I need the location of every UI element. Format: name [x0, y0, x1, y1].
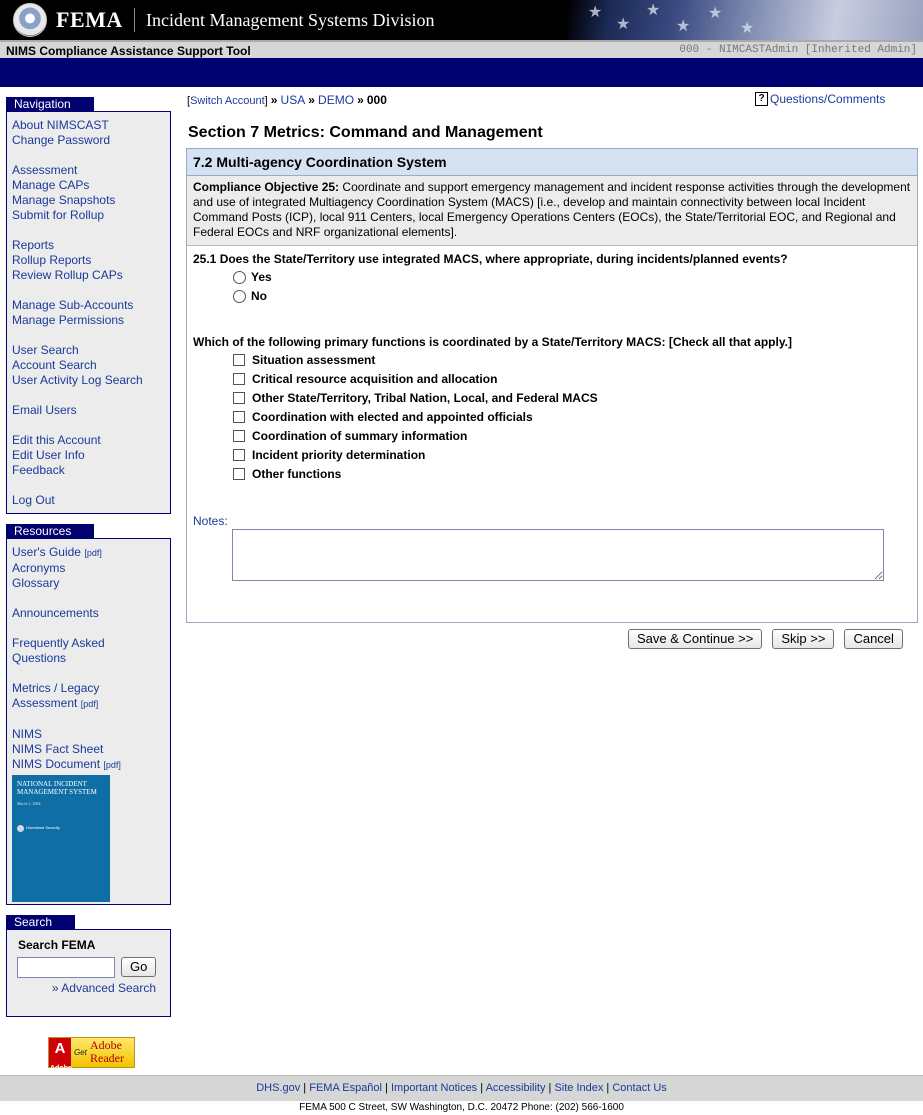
get-adobe-reader-badge[interactable] [48, 1037, 135, 1072]
faq-link[interactable]: Frequently Asked Questions [12, 636, 105, 665]
nav-link-manage-caps[interactable]: Manage CAPs [12, 178, 90, 192]
radio-no-option[interactable]: No [233, 289, 267, 303]
checkbox-other-macs[interactable]: Other State/Territory, Tribal Nation, Local, and Federal MACS [233, 391, 598, 405]
nav-link-email-users[interactable]: Email Users [12, 403, 77, 417]
nav-link-submit-for-rollup[interactable]: Submit for Rollup [12, 208, 105, 222]
subsection-title: 7.2 Multi-agency Coordination System [187, 149, 917, 176]
checkbox-other-functions[interactable]: Other functions [233, 467, 341, 481]
footer-link-accessibility[interactable]: Accessibility [485, 1082, 546, 1094]
footer-links: DHS.gov | FEMA Español | Important Notices | Accessibility | Site Index | Contact Us [0, 1075, 923, 1101]
breadcrumb-current: 000 [366, 93, 387, 107]
navigation-tab: Navigation [6, 97, 94, 111]
tool-name: NIMS Compliance Assistance Support Tool [6, 44, 251, 58]
cancel-button[interactable]: Cancel [844, 629, 902, 649]
question-primary-functions: Which of the following primary functions is coordinated by a State/Territory MACS: [Check all that apply.] [193, 335, 792, 349]
dhs-seal-icon [17, 825, 24, 832]
nav-link-edit-user-info[interactable]: Edit User Info [12, 448, 85, 462]
nav-link-rollup-reports[interactable]: Rollup Reports [12, 253, 92, 267]
footer-link-contact-us[interactable]: Contact Us [612, 1082, 667, 1094]
nav-link-account-search[interactable]: Account Search [12, 358, 97, 372]
nav-link-assessment[interactable]: Assessment [12, 163, 78, 177]
nav-link-user-search[interactable]: User Search [12, 343, 79, 357]
nav-link-edit-this-account[interactable]: Edit this Account [12, 433, 101, 447]
nims-document-link[interactable]: NIMS Document [pdf] [12, 757, 121, 771]
checkbox-summary-information[interactable]: Coordination of summary information [233, 429, 467, 443]
checkbox-elected-officials[interactable]: Coordination with elected and appointed officials [233, 410, 533, 424]
radio-yes-option[interactable]: Yes [233, 270, 272, 284]
footer-link-site-index[interactable]: Site Index [554, 1082, 604, 1094]
division-title: Incident Management Systems Division [146, 10, 435, 30]
nav-link-manage-sub-accounts[interactable]: Manage Sub-Accounts [12, 298, 134, 312]
search-input[interactable] [17, 957, 115, 978]
checkbox-situation-assessment[interactable]: Situation assessment [233, 353, 375, 367]
notes-textarea[interactable] [232, 529, 884, 581]
glossary-link[interactable]: Glossary [12, 576, 60, 590]
footer-link-important-notices[interactable]: Important Notices [390, 1082, 478, 1094]
search-fema-label: Search FEMA [18, 938, 96, 952]
nav-link-review-rollup-caps[interactable]: Review Rollup CAPs [12, 268, 123, 282]
nims-fact-sheet-link[interactable]: NIMS Fact Sheet [12, 742, 104, 756]
dhs-seal-icon [13, 3, 47, 37]
advanced-search-link[interactable]: » Advanced Search [51, 981, 156, 995]
nav-link-feedback[interactable]: Feedback [12, 463, 65, 477]
help-question-icon[interactable]: ? [755, 92, 768, 106]
breadcrumb: [Switch Account] » USA » DEMO » 000 [187, 93, 387, 107]
skip-button[interactable]: Skip >> [772, 629, 834, 649]
search-tab: Search [6, 915, 75, 929]
adobe-get-label: Get [74, 1048, 87, 1057]
nav-link-log-out[interactable]: Log Out [12, 493, 55, 507]
metrics-legacy-link[interactable]: Metrics / Legacy Assessment [pdf] [12, 681, 100, 710]
tool-bar [0, 40, 923, 58]
radio-no[interactable] [233, 290, 246, 303]
checkbox-incident-priority[interactable]: Incident priority determination [233, 448, 425, 462]
section-title: Section 7 Metrics: Command and Management [188, 124, 543, 141]
user-account-info: 000 - NIMCASTAdmin [Inherited Admin] [679, 44, 917, 56]
resources-panel [6, 538, 171, 905]
questions-comments[interactable] [755, 92, 885, 106]
resources-tab: Resources [6, 524, 94, 538]
nav-link-reports[interactable]: Reports [12, 238, 55, 252]
banner-divider [134, 8, 135, 32]
go-button[interactable]: Go [121, 957, 156, 977]
footer-address: FEMA 500 C Street, SW Washington, D.C. 20472 Phone: (202) 566-1600 [299, 1102, 624, 1113]
form-actions [628, 629, 903, 649]
nav-link-user-activity-log-search[interactable]: User Activity Log Search [12, 373, 143, 387]
nims-link[interactable]: NIMS [12, 727, 42, 741]
acronyms-link[interactable]: Acronyms [12, 561, 66, 575]
question-panel [186, 148, 918, 623]
switch-account-link[interactable]: Switch Account [190, 95, 265, 107]
question-25-1: 25.1 Does the State/Territory use integrated MACS, where appropriate, during incidents/planned events? [193, 252, 788, 266]
questions-comments-link[interactable]: Questions/Comments [770, 92, 886, 106]
cover-dept: Homeland Security [26, 825, 60, 830]
breadcrumb-usa[interactable]: USA [280, 93, 306, 107]
adobe-logo-icon: A Adobe [50, 1040, 72, 1072]
breadcrumb-demo[interactable]: DEMO [318, 93, 355, 107]
checkbox-critical-resource[interactable]: Critical resource acquisition and allocation [233, 372, 497, 386]
nims-document-cover-image[interactable] [12, 775, 110, 902]
nav-link-manage-permissions[interactable]: Manage Permissions [12, 313, 125, 327]
cover-date: March 1, 2004 [17, 801, 41, 806]
save-continue-button[interactable]: Save & Continue >> [628, 629, 762, 649]
nav-link-about-nimscast[interactable]: About NIMSCAST [12, 118, 109, 132]
nav-link-change-password[interactable]: Change Password [12, 133, 111, 147]
flag-banner-image: ★ ★ ★ ★ ★ ★ [568, 0, 923, 40]
cover-title: NATIONAL INCIDENT MANAGEMENT SYSTEM [17, 780, 97, 796]
compliance-objective: Compliance Objective 25: Coordinate and support emergency management and incident response activities through the development and use of integrated Multiagency Coordination System (MACS) [i.e., develop and maintain connectivity between local Incident Command Posts (ICP), local 911 Centers, local Emergency Operations Centers (EOCs), the State/Territorial EOC, and Regional and Federal EOCs and NRF organizational elements]. [187, 176, 917, 246]
users-guide-link[interactable]: User's Guide [pdf] [12, 545, 102, 559]
announcements-link[interactable]: Announcements [12, 606, 99, 620]
footer-link-dhs-gov[interactable]: DHS.gov [256, 1082, 301, 1094]
radio-yes[interactable] [233, 271, 246, 284]
fema-logo-text[interactable]: FEMA [56, 7, 123, 32]
notes-label: Notes: [193, 514, 228, 528]
nav-band [0, 58, 923, 87]
nav-link-manage-snapshots[interactable]: Manage Snapshots [12, 193, 116, 207]
adobe-reader-label: Adobe Reader [90, 1038, 124, 1065]
top-banner [0, 0, 923, 40]
search-panel [6, 929, 171, 1017]
navigation-panel [6, 111, 171, 514]
footer-link-fema-espa-ol[interactable]: FEMA Español [309, 1082, 382, 1094]
